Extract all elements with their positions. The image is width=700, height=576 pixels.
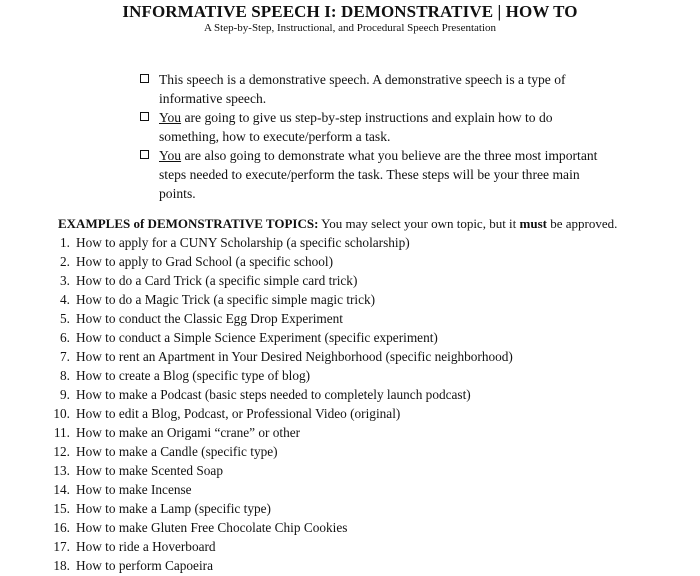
- topic-text: How to make Incense: [76, 482, 192, 497]
- topic-number: 6.: [60, 330, 70, 345]
- topic-text: How to do a Card Trick (a specific simple card trick): [76, 273, 358, 288]
- topic-item: [40, 385, 680, 404]
- topic-text: How to conduct the Classic Egg Drop Experiment: [76, 311, 343, 326]
- topic-item: [40, 309, 680, 328]
- topic-item: [40, 271, 680, 290]
- topic-text: How to do a Magic Trick (a specific simple magic trick): [76, 292, 376, 307]
- topic-item: [40, 252, 680, 271]
- checklist-text: [159, 108, 610, 146]
- topic-text: How to edit a Blog, Podcast, or Professional Video (original): [76, 406, 401, 421]
- topic-item: [40, 518, 680, 537]
- checklist-item: [140, 70, 610, 108]
- topic-number: 18.: [53, 558, 70, 573]
- checklist-item: [140, 108, 610, 146]
- topic-number: 9.: [60, 387, 70, 402]
- topic-text: How to make an Origami “crane” or other: [76, 425, 301, 440]
- topic-number: 15.: [53, 501, 70, 516]
- checklist-text: [159, 70, 610, 108]
- checklist-body: are also going to demonstrate what you believe are the three most important steps needed to execute/perform the task. These steps will be your three main points.: [159, 148, 598, 201]
- page-subtitle: A Step-by-Step, Instructional, and Procedural Speech Presentation: [203, 22, 497, 34]
- topic-number: 13.: [53, 463, 70, 478]
- topic-item: [40, 366, 680, 385]
- topic-number: 7.: [60, 349, 70, 364]
- topic-item: [40, 461, 680, 480]
- checklist-body: This speech is a demonstrative speech. A demonstrative speech is a type of informative speech.: [159, 72, 566, 106]
- checkbox-icon: [140, 150, 149, 159]
- examples-note-emphasis: must: [519, 216, 547, 231]
- topic-text: How to make a Podcast (basic steps needed to completely launch podcast): [76, 387, 471, 402]
- checklist-text: [159, 146, 610, 203]
- page-title: INFORMATIVE SPEECH I: DEMONSTRATIVE | HOW TO: [122, 2, 578, 21]
- topic-text: How to make a Candle (specific type): [76, 444, 278, 459]
- topic-item: [40, 347, 680, 366]
- examples-note-end: be approved.: [547, 216, 618, 231]
- topic-number: 17.: [53, 539, 70, 554]
- topic-item: [40, 499, 680, 518]
- examples-heading-label: EXAMPLES of DEMONSTRATIVE TOPICS:: [58, 216, 319, 231]
- topic-item: [40, 537, 680, 556]
- topic-number: 10.: [53, 406, 70, 421]
- checkbox-icon: [140, 112, 149, 121]
- checklist-underlined: You: [159, 148, 182, 163]
- topic-item: [40, 328, 680, 347]
- topic-text: How to create a Blog (specific type of blog): [76, 368, 311, 383]
- topic-number: 1.: [60, 235, 70, 250]
- topic-number: 11.: [53, 425, 70, 440]
- topic-item: [40, 233, 680, 252]
- topic-text: How to conduct a Simple Science Experiment (specific experiment): [76, 330, 438, 345]
- topic-number: 4.: [60, 292, 70, 307]
- topic-text: How to rent an Apartment in Your Desired Neighborhood (specific neighborhood): [76, 349, 513, 364]
- topic-text: How to make Scented Soap: [76, 463, 223, 478]
- topic-number: 5.: [60, 311, 70, 326]
- topic-text: How to perform Capoeira: [76, 558, 213, 573]
- topic-item: [40, 290, 680, 309]
- topic-number: 16.: [53, 520, 70, 535]
- topic-number: 12.: [53, 444, 70, 459]
- topic-item: [40, 480, 680, 499]
- topic-text: How to make a Lamp (specific type): [76, 501, 271, 516]
- topic-number: 14.: [53, 482, 70, 497]
- examples-heading: [58, 214, 678, 233]
- checklist-body: are going to give us step-by-step instructions and explain how to do something, how to execute/perform a task.: [159, 110, 553, 144]
- topic-list: [40, 233, 680, 575]
- topic-number: 8.: [60, 368, 70, 383]
- topic-item: [40, 404, 680, 423]
- checkbox-icon: [140, 74, 149, 83]
- requirements-checklist: [140, 70, 610, 203]
- topic-text: How to apply to Grad School (a specific school): [76, 254, 334, 269]
- topic-number: 3.: [60, 273, 70, 288]
- examples-note: You may select your own topic, but it: [318, 216, 520, 231]
- checklist-underlined: You: [159, 110, 182, 125]
- topic-text: How to ride a Hoverboard: [76, 539, 216, 554]
- topic-number: 2.: [60, 254, 70, 269]
- topic-item: [40, 423, 680, 442]
- topic-text: How to make Gluten Free Chocolate Chip Cookies: [76, 520, 348, 535]
- topic-item: [40, 442, 680, 461]
- checklist-item: [140, 146, 610, 203]
- topic-item: [40, 556, 680, 575]
- topic-text: How to apply for a CUNY Scholarship (a specific scholarship): [76, 235, 410, 250]
